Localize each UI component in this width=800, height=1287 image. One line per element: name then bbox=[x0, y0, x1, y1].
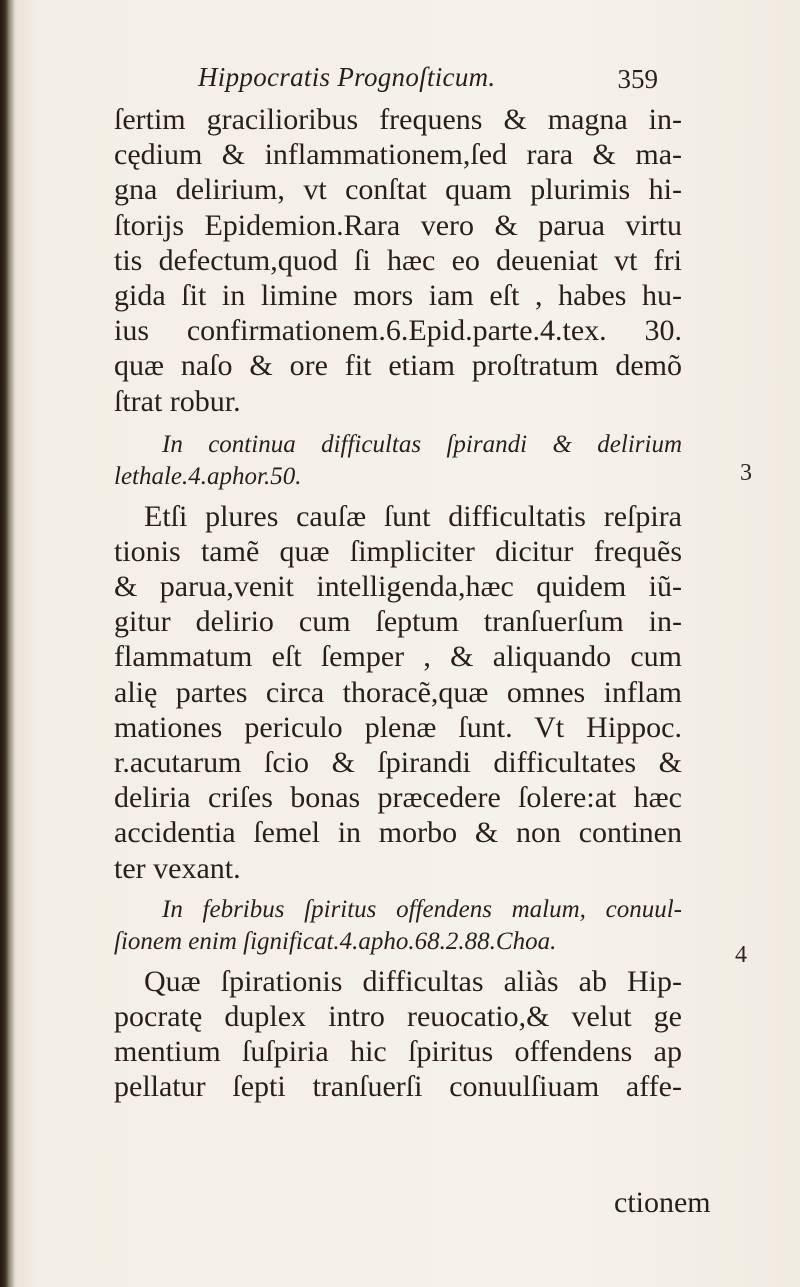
text-line: Etſi plures cauſæ ſunt difficultatis reſpira bbox=[144, 499, 682, 533]
rubric-line: ſionem enim ſignificat.4.apho.68.2.88.Choa. bbox=[114, 927, 557, 955]
text-line: pocratę duplex intro reuocatio,& velut ge bbox=[114, 999, 682, 1033]
text-line: ter vexant. bbox=[114, 851, 241, 885]
text-line: ſtrat robur. bbox=[114, 384, 241, 418]
rubric-line: lethale.4.aphor.50. bbox=[114, 462, 302, 490]
catchword: ctionem bbox=[614, 1186, 711, 1219]
rubric-line: In febribus ſpiritus offendens malum, conuul- bbox=[162, 895, 682, 923]
text-line: gna delirium, vt conſtat quam plurimis hi- bbox=[114, 173, 682, 207]
text-line: cędium & inflammationem,ſed rara & ma- bbox=[114, 138, 682, 172]
text-line: tis defectum,quod ſi hæc eo deueniat vt fri bbox=[114, 243, 682, 277]
text-line: quæ naſo & ore fit etiam proſtratum demõ bbox=[114, 349, 682, 383]
text-line: r.acutarum ſcio & ſpirandi difficultates & bbox=[114, 746, 682, 779]
text-line: tionis tamẽ quæ ſimpliciter dicitur frequẽs bbox=[114, 534, 682, 568]
text-line: ius confirmationem.6.Epid.parte.4.tex. 30. bbox=[114, 314, 682, 348]
text-line: pellatur ſepti tranſuerſi conuulſiuam affe- bbox=[114, 1070, 682, 1104]
text-line: mentium ſuſpiria hic ſpiritus offendens ap bbox=[114, 1035, 682, 1069]
text-line: gitur delirio cum ſeptum tranſuerſum in- bbox=[114, 605, 682, 639]
main-text bbox=[114, 102, 682, 1105]
running-title: Hippocratis Prognoſticum. bbox=[198, 62, 496, 92]
margin-note-number: 3 bbox=[740, 460, 752, 486]
page-number: 359 bbox=[617, 64, 658, 94]
text-line: alię partes circa thoracẽ,quæ omnes inflam bbox=[114, 675, 682, 709]
text-line: flammatum eſt ſemper , & aliquando cum bbox=[114, 640, 682, 674]
text-line: mationes periculo plenæ ſunt. Vt Hippoc. bbox=[114, 710, 682, 744]
text-line: gida ſit in limine mors iam eſt , habes hu- bbox=[114, 278, 682, 312]
text-line: ſtorijs Epidemion.Rara vero & parua virtu bbox=[114, 208, 682, 242]
text-line: accidentia ſemel in morbo & non continen bbox=[114, 816, 682, 850]
text-line: Quæ ſpirationis difficultas aliàs ab Hip- bbox=[144, 964, 682, 998]
page-header bbox=[198, 62, 658, 102]
rubric-line: In continua difficultas ſpirandi & delirium bbox=[162, 430, 682, 458]
binding-gutter bbox=[0, 0, 16, 1287]
text-line: & parua,venit intelligenda,hæc quidem iũ- bbox=[114, 570, 682, 604]
text-line: deliria criſes bonas præcedere ſolere:at hæc bbox=[114, 781, 682, 815]
text-line: ſertim gracilioribus frequens & magna in- bbox=[114, 103, 682, 136]
margin-note-number: 4 bbox=[735, 942, 747, 968]
